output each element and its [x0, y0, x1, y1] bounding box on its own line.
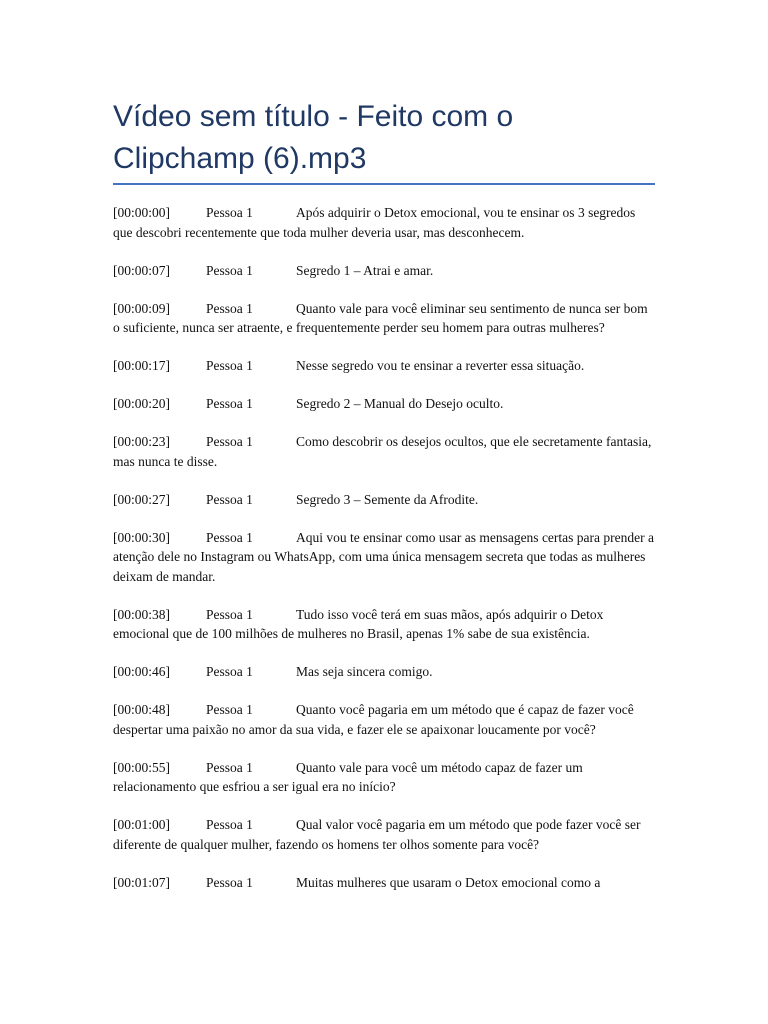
timestamp: [00:01:00]: [113, 817, 170, 832]
utterance: Segredo 3 – Semente da Afrodite.: [296, 491, 479, 507]
speaker: Pessoa 1: [206, 434, 253, 449]
document-title: [113, 96, 655, 183]
utterance: Tudo isso você terá em suas mãos, após adquirir o Detox emocional que de 100 milhões de mulheres no Brasil, apenas 1% sabe de sua existência.: [113, 606, 604, 641]
speaker: Pessoa 1: [206, 358, 253, 373]
transcript-entry: [113, 261, 655, 281]
timestamp: [00:00:17]: [113, 358, 170, 373]
speaker: Pessoa 1: [206, 262, 253, 278]
timestamp: [00:00:23]: [113, 434, 170, 449]
transcript: [113, 203, 655, 892]
utterance: Segredo 2 – Manual do Desejo oculto.: [296, 396, 504, 411]
transcript-entry: [113, 605, 655, 644]
title-line-2: Clipchamp (6).mp3: [113, 142, 367, 175]
transcript-entry: [113, 490, 655, 510]
speaker: Pessoa 1: [206, 300, 253, 316]
transcript-entry: [113, 758, 655, 797]
utterance: Nesse segredo vou te ensinar a reverter essa situação.: [296, 358, 585, 373]
transcript-entry: [113, 356, 655, 376]
utterance: Após adquirir o Detox emocional, vou te ensinar os 3 segredos que descobri recentemente que toda mulher deveria usar, mas desconhecem.: [113, 205, 636, 240]
timestamp: [00:00:27]: [113, 491, 170, 507]
speaker: Pessoa 1: [206, 759, 253, 775]
utterance: Quanto você pagaria em um método que é capaz de fazer você despertar uma paixão no amor da sua vida, e fazer ele se apaixonar loucamente por você?: [113, 702, 634, 737]
utterance: Qual valor você pagaria em um método que pode fazer você ser diferente de qualquer mulher, fazendo os homens ter olhos somente para você?: [113, 817, 641, 852]
timestamp: [00:00:48]: [113, 702, 170, 717]
speaker: Pessoa 1: [206, 817, 253, 832]
timestamp: [00:00:07]: [113, 262, 170, 278]
utterance: Quanto vale para você eliminar seu sentimento de nunca ser bom o suficiente, nunca ser atraente, e frequentemente perder seu homem para outras mulheres?: [113, 300, 648, 335]
transcript-entry: [113, 203, 655, 242]
transcript-entry: [113, 528, 655, 587]
utterance: Quanto vale para você um método capaz de fazer um relacionamento que esfriou a ser igual era no início?: [113, 759, 583, 794]
transcript-entry: [113, 815, 655, 854]
document-page: [113, 96, 655, 911]
transcript-entry: [113, 394, 655, 414]
timestamp: [00:00:46]: [113, 664, 170, 679]
title-divider: [113, 183, 655, 185]
speaker: Pessoa 1: [206, 874, 253, 890]
speaker: Pessoa 1: [206, 702, 253, 717]
timestamp: [00:00:00]: [113, 205, 170, 220]
utterance: Segredo 1 – Atrai e amar.: [296, 262, 434, 278]
title-line-1: Vídeo sem título - Feito com o: [113, 100, 514, 133]
utterance: Muitas mulheres que usaram o Detox emocional como a: [296, 874, 601, 890]
timestamp: [00:00:09]: [113, 300, 170, 316]
timestamp: [00:01:07]: [113, 874, 170, 890]
timestamp: [00:00:38]: [113, 606, 170, 622]
speaker: Pessoa 1: [206, 529, 253, 545]
transcript-entry: [113, 700, 655, 739]
speaker: Pessoa 1: [206, 664, 253, 679]
transcript-entry: [113, 432, 655, 471]
utterance: Como descobrir os desejos ocultos, que ele secretamente fantasia, mas nunca te disse.: [113, 434, 652, 469]
speaker: Pessoa 1: [206, 491, 253, 507]
speaker: Pessoa 1: [206, 205, 253, 220]
speaker: Pessoa 1: [206, 606, 253, 622]
transcript-entry: [113, 299, 655, 338]
speaker: Pessoa 1: [206, 396, 253, 411]
utterance: Aqui vou te ensinar como usar as mensagens certas para prender a atenção dele no Instagram ou WhatsApp, com uma única mensagem secreta que todas as mulheres deixam de mandar.: [113, 529, 654, 584]
timestamp: [00:00:30]: [113, 529, 170, 545]
transcript-entry: [113, 662, 655, 682]
utterance: Mas seja sincera comigo.: [296, 664, 433, 679]
transcript-entry: [113, 873, 655, 893]
timestamp: [00:00:55]: [113, 759, 170, 775]
timestamp: [00:00:20]: [113, 396, 170, 411]
